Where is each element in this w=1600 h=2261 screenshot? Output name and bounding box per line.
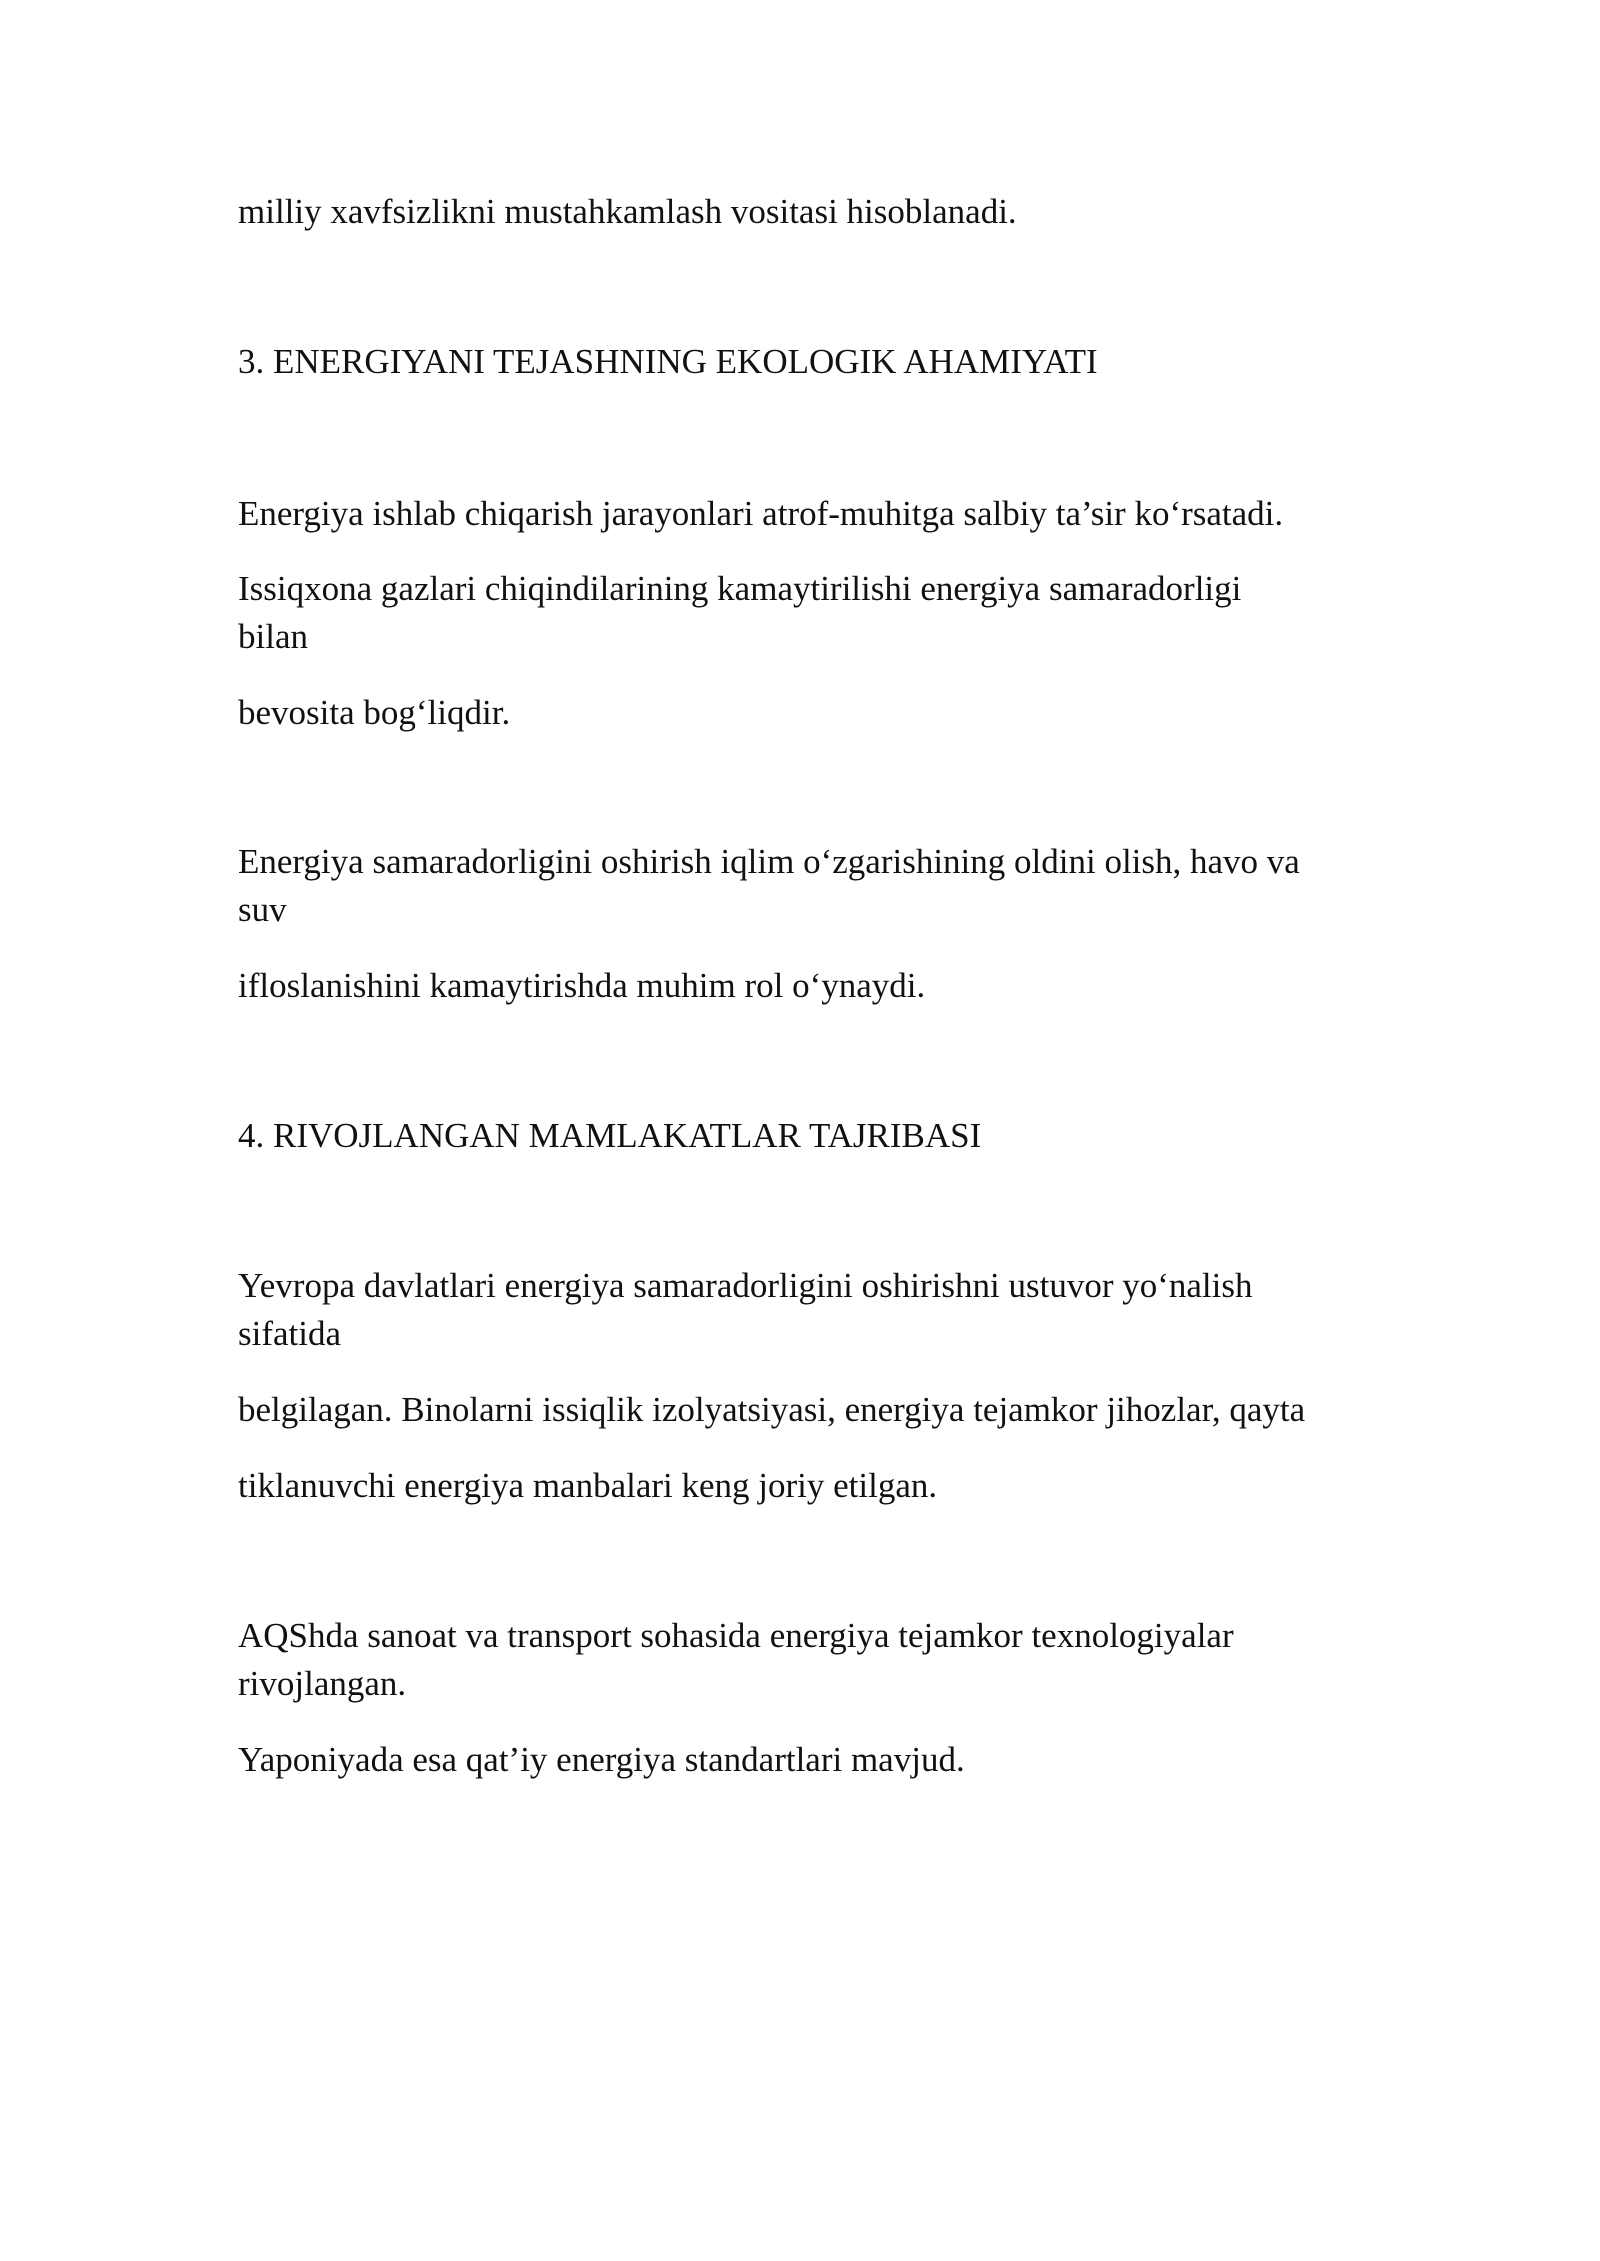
section-3-paragraph-2-line-2: suv [238,890,287,929]
section-4-paragraph-1-line-4: tiklanuvchi energiya manbalari keng joriy etilgan. [238,1466,938,1505]
section-4-paragraph-2-line-1: AQShda sanoat va transport sohasida energiya tejamkor texnologiyalar [238,1616,1234,1655]
section-3-paragraph-2-line-1: Energiya samaradorligini oshirish iqlim o‘zgarishining oldini olish, havo va [238,842,1300,881]
section-3-paragraph-2-line-3: ifloslanishini kamaytirishda muhim rol o‘ynaydi. [238,966,926,1005]
section-3-paragraph-1-line-4: bevosita bog‘liqdir. [238,693,511,732]
section-4-paragraph-2-line-3: Yaponiyada esa qat’iy energiya standartlari mavjud. [238,1740,965,1779]
section-3-paragraph-1-line-3: bilan [238,617,308,656]
section-3-paragraph-1-line-2: Issiqxona gazlari chiqindilarining kamaytirilishi energiya samaradorligi [238,569,1242,608]
section-4-paragraph-2-line-2: rivojlangan. [238,1664,407,1703]
section-4-heading: 4. RIVOJLANGAN MAMLAKATLAR TAJRIBASI [238,1116,982,1155]
section-3-heading: 3. ENERGIYANI TEJASHNING EKOLOGIK AHAMIYATI [238,342,1098,381]
section-4-paragraph-1-line-3: belgilagan. Binolarni issiqlik izolyatsiyasi, energiya tejamkor jihozlar, qayta [238,1390,1306,1429]
section-4-paragraph-1-line-1: Yevropa davlatlari energiya samaradorligini oshirishni ustuvor yo‘nalish [238,1266,1253,1305]
section-3-paragraph-1-line-1: Energiya ishlab chiqarish jarayonlari atrof-muhitga salbiy ta’sir ko‘rsatadi. [238,494,1284,533]
intro-text-line: milliy xavfsizlikni mustahkamlash vositasi hisoblanadi. [238,192,1017,231]
section-4-paragraph-1-line-2: sifatida [238,1314,342,1353]
